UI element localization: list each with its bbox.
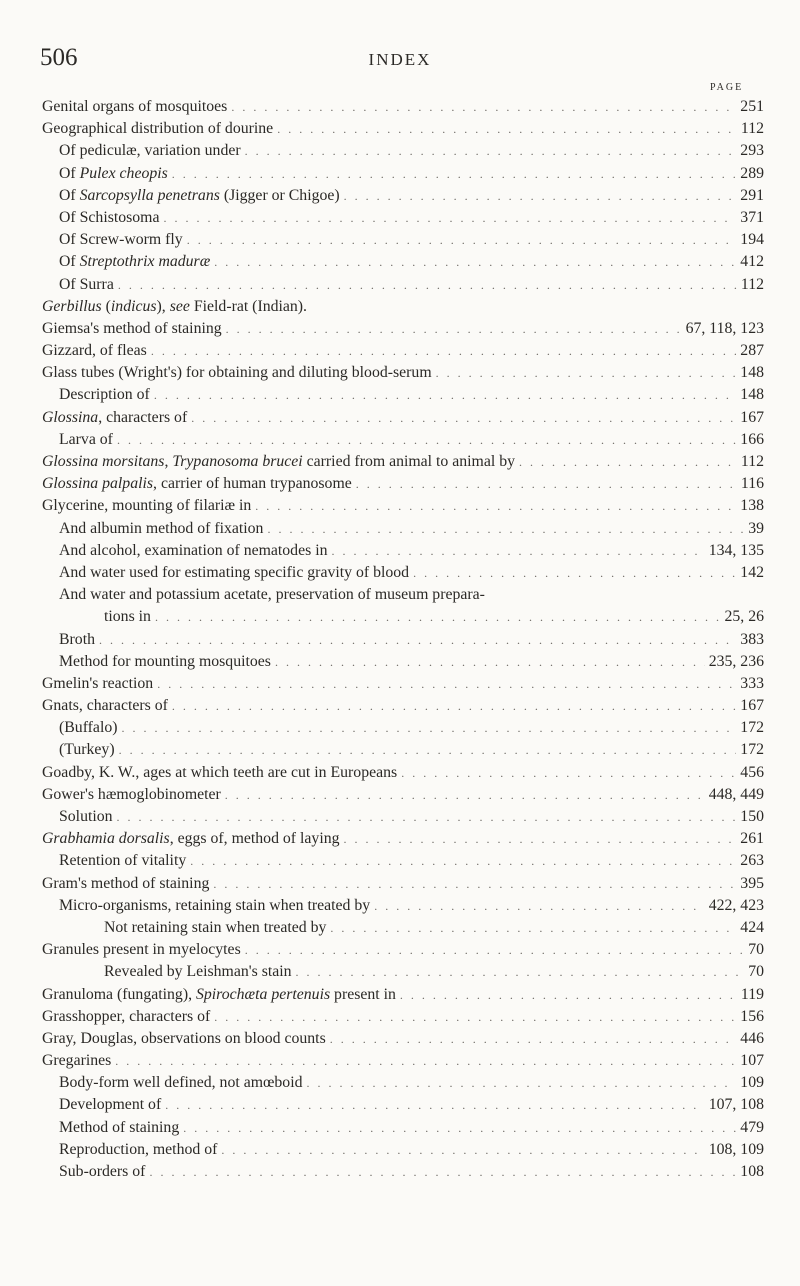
dot-leader [151, 340, 736, 362]
entry-pages: 108 [740, 1163, 764, 1180]
entry-pages: 156 [740, 1007, 764, 1025]
entry-text-part: And albumin method of fixation [59, 519, 264, 537]
entry-text [42, 451, 515, 473]
entry-text-part: Of [59, 164, 80, 182]
index-entry [42, 984, 764, 1006]
index-entry-list [42, 96, 764, 1183]
index-entry [42, 318, 764, 340]
entry-text [59, 429, 113, 451]
entry-text-part: Gower's hæmoglobinometer [42, 785, 221, 803]
entry-pages: 446 [740, 1029, 764, 1047]
index-entry [42, 207, 764, 229]
entry-pages: 235, 236 [708, 652, 764, 670]
entry-text-part: Method of staining [59, 1118, 180, 1136]
index-entry [42, 140, 764, 162]
entry-text [42, 407, 187, 429]
entry-pages: 251 [740, 98, 764, 115]
dot-leader [225, 784, 705, 806]
entry-pages: 148 [740, 386, 764, 404]
index-entry [42, 407, 764, 429]
entry-pages: 67, 118, 123 [685, 319, 764, 337]
entry-text [42, 318, 222, 340]
running-title: INDEX [368, 50, 432, 69]
entry-text-part: And alcohol, examination of nematodes in [59, 541, 328, 559]
dot-leader [307, 1072, 737, 1094]
entry-text [59, 806, 113, 828]
index-entry [42, 850, 764, 872]
dot-leader [122, 717, 737, 739]
entry-text-part: carried from animal to animal by [302, 453, 515, 470]
entry-text [59, 1139, 217, 1161]
entry-text [42, 362, 432, 384]
entry-text-italic: Spirochæta pertenuis [195, 985, 331, 1003]
index-entry [42, 895, 764, 917]
entry-text [42, 873, 209, 895]
entry-pages: 194 [740, 231, 764, 249]
entry-text-part: , eggs of, method of laying [169, 830, 340, 848]
entry-text-italic: see [169, 297, 190, 315]
entry-text [104, 917, 326, 939]
dot-leader [119, 739, 737, 761]
dot-leader [183, 1117, 736, 1139]
index-entry [42, 739, 764, 761]
entry-text-part: , characters of [98, 408, 188, 426]
index-entry [42, 562, 764, 584]
entry-text-part: Granuloma (fungating), [42, 985, 196, 1003]
index-entry [42, 606, 764, 628]
entry-text-part: Gram's method of staining [42, 874, 210, 892]
dot-leader [231, 96, 736, 118]
dot-leader [163, 207, 736, 229]
entry-text-part: Broth [59, 630, 95, 648]
entry-pages: 371 [740, 208, 764, 226]
entry-text [59, 629, 95, 651]
index-entry [42, 163, 764, 185]
dot-leader [115, 1050, 736, 1072]
entry-pages: 261 [740, 830, 764, 848]
entry-text-part: ), [156, 297, 170, 315]
index-entry [42, 917, 764, 939]
page-header [40, 44, 760, 78]
entry-text-italic: Streptothrix maduræ [79, 253, 211, 271]
entry-text-part: Of [59, 253, 80, 271]
page-column-label: PAGE [710, 82, 744, 93]
entry-text [42, 96, 227, 118]
entry-text-part: (Jigger or Chigoe) [219, 186, 340, 204]
entry-text [42, 1006, 210, 1028]
index-entry [42, 229, 764, 251]
entry-text-italic: Glossina morsitans [42, 453, 165, 470]
entry-pages: 395 [740, 874, 764, 892]
entry-text-part: (Turkey) [59, 741, 115, 759]
index-entry [42, 451, 764, 473]
entry-text [59, 140, 241, 162]
index-entry [42, 1006, 764, 1028]
index-entry [42, 762, 764, 784]
index-entry [42, 429, 764, 451]
entry-text [42, 939, 241, 961]
entry-pages: 293 [740, 142, 764, 160]
index-entry [42, 473, 764, 495]
entry-text [59, 1117, 179, 1139]
dot-leader [330, 1028, 737, 1050]
dot-leader [245, 140, 737, 162]
index-entry [42, 806, 764, 828]
dot-leader [165, 1094, 704, 1116]
entry-text [59, 163, 168, 185]
entry-text-part: Gmelin's reaction [42, 674, 154, 692]
dot-leader [213, 873, 736, 895]
entry-pages: 424 [740, 918, 764, 936]
entry-pages: 263 [740, 852, 764, 870]
entry-text [59, 229, 183, 251]
index-entry [42, 1117, 764, 1139]
entry-text [59, 185, 340, 207]
entry-text [42, 1050, 111, 1072]
entry-pages: 25, 26 [724, 608, 764, 626]
entry-pages: 70 [748, 963, 764, 981]
entry-text-part: Solution [59, 808, 113, 825]
entry-text [104, 961, 292, 983]
entry-pages: 142 [740, 563, 764, 581]
entry-pages: 289 [740, 164, 764, 182]
entry-text [59, 1072, 303, 1094]
entry-pages: 291 [740, 186, 764, 204]
entry-pages: 287 [740, 342, 764, 360]
entry-pages: 383 [740, 630, 764, 648]
dot-leader [344, 828, 737, 850]
entry-text [42, 473, 352, 495]
dot-leader [245, 939, 744, 961]
entry-text [42, 784, 221, 806]
dot-leader [519, 451, 737, 473]
dot-leader [187, 229, 737, 251]
dot-leader [172, 695, 736, 717]
entry-text [42, 118, 273, 140]
entry-text-part: Body-form well defined, not amœboid [59, 1074, 303, 1092]
entry-text-part: Revealed by Leishman's stain [104, 963, 292, 981]
dot-leader [117, 429, 736, 451]
entry-pages: 134, 135 [708, 541, 764, 559]
entry-pages: 39 [748, 519, 764, 537]
dot-leader [413, 562, 736, 584]
index-entry [42, 651, 764, 673]
index-entry [42, 274, 764, 296]
entry-pages: 167 [740, 697, 764, 715]
entry-pages: 172 [740, 741, 764, 759]
entry-text-part: Sub-orders of [59, 1163, 146, 1180]
dot-leader [275, 651, 705, 673]
index-entry [42, 1050, 764, 1072]
dot-leader [154, 384, 736, 406]
entry-text [42, 762, 397, 784]
index-entry [42, 784, 764, 806]
entry-text-part: Geographical distribution of dourine [42, 120, 274, 138]
entry-text-italic: Sarcopsylla penetrans [79, 186, 220, 204]
entry-text-part: , [164, 453, 173, 470]
entry-text-part: Field-rat (Indian). [189, 297, 308, 315]
entry-text-part: Of Surra [59, 275, 114, 293]
entry-text-italic: indicus [110, 297, 157, 315]
entry-pages: 119 [740, 985, 764, 1003]
dot-leader [267, 518, 744, 540]
entry-text [42, 695, 168, 717]
entry-text-part: And water used for estimating specific gravity of blood [59, 563, 410, 581]
entry-text [104, 606, 151, 628]
dot-leader [191, 407, 736, 429]
index-entry [42, 873, 764, 895]
entry-text [42, 495, 251, 517]
entry-text-part: Of [59, 186, 80, 204]
entry-text-italic: Pulex cheopis [79, 164, 168, 182]
entry-text-italic: Gerbillus [42, 297, 102, 315]
entry-text [59, 651, 271, 673]
entry-text [59, 207, 159, 229]
dot-leader [190, 850, 736, 872]
index-entry [42, 96, 764, 118]
entry-pages: 112 [740, 275, 764, 293]
entry-text-part: Gizzard, of fleas [42, 342, 147, 360]
dot-leader [331, 540, 704, 562]
entry-text-part: Method for mounting mosquitoes [59, 652, 271, 670]
entry-text-part: Glass tubes (Wright's) for obtaining and diluting blood-serum [42, 364, 432, 382]
entry-text [59, 540, 327, 562]
entry-text-part: Genital organs of mosquitoes [42, 98, 228, 115]
index-entry [42, 695, 764, 717]
entry-text-italic: Grabhamia dorsalis [42, 830, 170, 848]
entry-text-italic: Glossina [42, 408, 99, 426]
entry-text [59, 1161, 145, 1183]
dot-leader [330, 917, 736, 939]
entry-pages: 412 [740, 253, 764, 271]
entry-pages: 167 [740, 408, 764, 426]
entry-pages: 116 [740, 475, 764, 493]
dot-leader [226, 318, 682, 340]
entry-text-part: Glycerine, mounting of filariæ in [42, 497, 252, 515]
entry-text-part: Not retaining stain when treated by [104, 918, 327, 936]
index-entry [42, 251, 764, 273]
entry-pages: 333 [740, 674, 764, 692]
entry-text-part: tions in [104, 608, 151, 626]
entry-pages: 109 [740, 1074, 764, 1092]
entry-text-part: present in [330, 985, 396, 1003]
dot-leader [149, 1161, 736, 1183]
entry-text-part: Grasshopper, characters of [42, 1007, 211, 1025]
dot-leader [356, 473, 737, 495]
index-entry [42, 1072, 764, 1094]
index-entry [42, 185, 764, 207]
entry-pages: 107 [740, 1052, 764, 1070]
entry-pages: 172 [740, 719, 764, 737]
entry-pages: 166 [740, 430, 764, 448]
entry-text-part: Gray, Douglas, observations on blood counts [42, 1029, 326, 1047]
entry-text [59, 717, 118, 739]
entry-pages: 479 [740, 1118, 764, 1136]
index-entry [42, 717, 764, 739]
index-entry [42, 1094, 764, 1116]
entry-pages: 108, 109 [708, 1140, 764, 1158]
entry-text-part: Reproduction, method of [59, 1140, 218, 1158]
dot-leader [155, 606, 721, 628]
entry-text-part: , carrier of human trypanosome [153, 475, 352, 493]
dot-leader [172, 163, 737, 185]
entry-text-part: Of Schistosoma [59, 208, 160, 226]
entry-text [59, 895, 370, 917]
entry-text [42, 296, 764, 318]
entry-pages: 150 [740, 808, 764, 825]
entry-text [42, 340, 147, 362]
entry-text [59, 518, 263, 540]
entry-text-part: Gnats, characters of [42, 697, 168, 715]
dot-leader [157, 673, 736, 695]
dot-leader [296, 961, 745, 983]
index-entry [42, 384, 764, 406]
entry-text-part: Of Screw-worm fly [59, 231, 183, 249]
index-entry [42, 362, 764, 384]
dot-leader [214, 1006, 736, 1028]
dot-leader [400, 984, 737, 1006]
entry-text [59, 251, 210, 273]
entry-text-part: ( [101, 297, 111, 315]
dot-leader [99, 629, 736, 651]
index-entry [42, 584, 764, 606]
entry-text [42, 673, 153, 695]
entry-text-part: Description of [59, 386, 150, 404]
index-entry [42, 1139, 764, 1161]
entry-text-part: Goadby, K. W., ages at which teeth are cut in Europeans [42, 763, 398, 781]
dot-leader [117, 806, 737, 828]
entry-text-part: Of pediculæ, variation under [59, 142, 241, 160]
dot-leader [118, 274, 737, 296]
dot-leader [214, 251, 736, 273]
entry-text [59, 384, 150, 406]
entry-pages: 107, 108 [708, 1096, 764, 1114]
dot-leader [277, 118, 737, 140]
entry-text-part: And water and potassium acetate, preservation of museum prepara- [59, 586, 485, 604]
entry-pages: 112 [740, 453, 764, 470]
entry-text-part: Development of [59, 1096, 162, 1114]
index-entry [42, 828, 764, 850]
entry-text-part: Granules present in myelocytes [42, 941, 241, 959]
entry-text [59, 584, 764, 606]
entry-text [42, 984, 396, 1006]
entry-pages: 456 [740, 763, 764, 781]
entry-text-part: Micro-organisms, retaining stain when treated by [59, 896, 371, 914]
entry-pages: 422, 423 [708, 896, 764, 914]
index-entry [42, 495, 764, 517]
entry-pages: 70 [748, 941, 764, 959]
page-number: 506 [40, 44, 78, 71]
index-entry [42, 540, 764, 562]
entry-text [59, 850, 186, 872]
index-entry [42, 1028, 764, 1050]
index-entry [42, 629, 764, 651]
index-entry [42, 296, 764, 318]
entry-text [59, 562, 409, 584]
entry-text-italic: Glossina palpalis [42, 475, 154, 493]
entry-pages: 138 [740, 497, 764, 515]
entry-text [59, 739, 115, 761]
index-entry [42, 939, 764, 961]
entry-pages: 112 [740, 120, 764, 138]
entry-text-part: Gregarines [42, 1052, 112, 1070]
dot-leader [344, 185, 737, 207]
entry-text-part: Retention of vitality [59, 852, 187, 870]
index-entry [42, 118, 764, 140]
entry-text-part: Larva of [59, 430, 113, 448]
dot-leader [374, 895, 705, 917]
entry-pages: 448, 449 [708, 785, 764, 803]
entry-text [42, 828, 340, 850]
dot-leader [255, 495, 736, 517]
index-entry [42, 340, 764, 362]
index-entry [42, 673, 764, 695]
entry-text-part: (Buffalo) [59, 719, 118, 737]
index-entry [42, 518, 764, 540]
index-entry [42, 961, 764, 983]
entry-pages: 148 [740, 364, 764, 382]
entry-text [59, 1094, 161, 1116]
entry-text [59, 274, 114, 296]
dot-leader [221, 1139, 704, 1161]
entry-text-italic: Trypanosoma brucei [172, 453, 303, 470]
entry-text-part: Giemsa's method of staining [42, 319, 222, 337]
dot-leader [436, 362, 737, 384]
entry-text [42, 1028, 326, 1050]
dot-leader [401, 762, 736, 784]
index-entry [42, 1161, 764, 1183]
